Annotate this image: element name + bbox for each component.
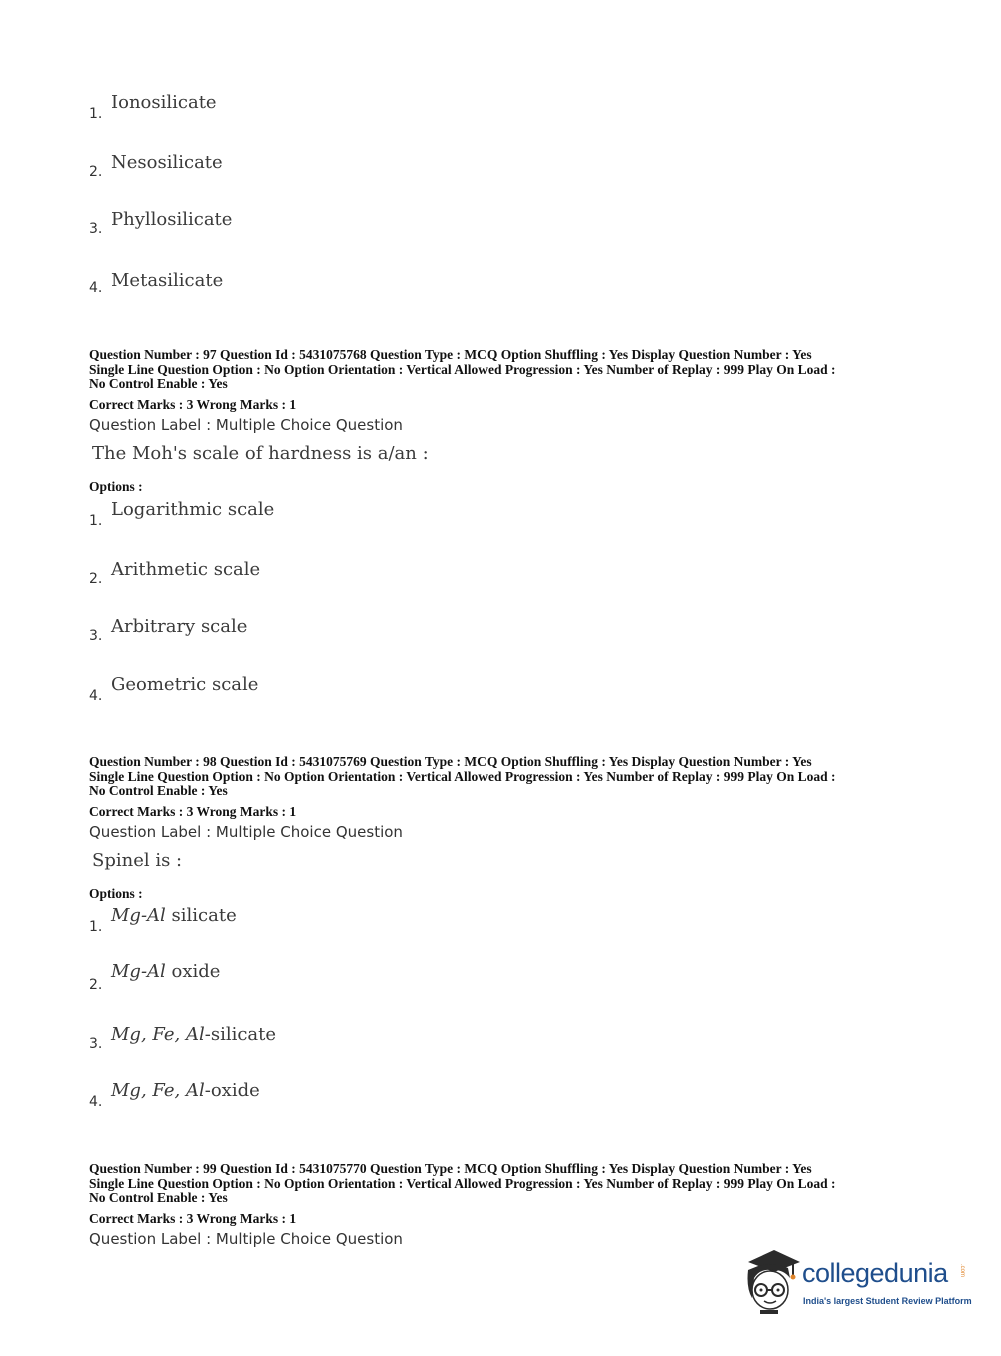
question-meta: Question Number : 98 Question Id : 5431075769 Question Type : MCQ Option Shuffling : Yes Display Question Number : Yes Single Line Question Option : No Option Orientation : Vertical Allowed Progression : Yes Number of Replay : 999 Play On Load : No Control Enable : Yes: [89, 754, 836, 798]
question-meta: Question Number : 97 Question Id : 5431075768 Question Type : MCQ Option Shuffling : Yes Display Question Number : Yes Single Line Question Option : No Option Orientation : Vertical Allowed Progression : Yes Number of Replay : 999 Play On Load : No Control Enable : Yes: [89, 347, 836, 391]
option-number: 3.: [89, 1036, 103, 1052]
option-number: 1.: [89, 106, 103, 122]
option-number: 4.: [89, 280, 103, 296]
option-text: Mg, Fe, Al-silicate: [111, 1024, 277, 1045]
options-label: Options :: [89, 886, 143, 901]
marks-line: Correct Marks : 3 Wrong Marks : 1: [89, 1211, 297, 1226]
option-text: Geometric scale: [111, 674, 259, 695]
option-text: Nesosilicate: [111, 152, 223, 173]
option-text: Metasilicate: [111, 270, 224, 291]
question-label: Question Label : Multiple Choice Question: [89, 823, 403, 841]
option-text: Phyllosilicate: [111, 209, 233, 230]
option-number: 3.: [89, 221, 103, 237]
option-text: Mg-Al oxide: [111, 961, 221, 982]
option-text: Logarithmic scale: [111, 499, 275, 520]
brand-tagline: India's largest Student Review Platform: [803, 1296, 972, 1306]
option-text: Mg-Al silicate: [111, 905, 237, 926]
option-text: Arithmetic scale: [111, 559, 261, 580]
question-meta: Question Number : 99 Question Id : 5431075770 Question Type : MCQ Option Shuffling : Yes Display Question Number : Yes Single Line Question Option : No Option Orientation : Vertical Allowed Progression : Yes Number of Replay : 999 Play On Load : No Control Enable : Yes: [89, 1161, 836, 1205]
question-label: Question Label : Multiple Choice Question: [89, 1230, 403, 1248]
marks-line: Correct Marks : 3 Wrong Marks : 1: [89, 397, 297, 412]
question-text: The Moh's scale of hardness is a/an :: [92, 443, 429, 464]
option-number: 4.: [89, 1094, 103, 1110]
brand-domain: .com: [959, 1264, 965, 1278]
option-text: Ionosilicate: [111, 92, 217, 113]
question-label: Question Label : Multiple Choice Question: [89, 416, 403, 434]
option-text: Mg, Fe, Al-oxide: [111, 1080, 260, 1101]
marks-line: Correct Marks : 3 Wrong Marks : 1: [89, 804, 297, 819]
brand-name: collegedunia: [802, 1258, 948, 1288]
option-number: 3.: [89, 628, 103, 644]
option-number: 4.: [89, 688, 103, 704]
option-number: 2.: [89, 164, 103, 180]
collegedunia-logo[interactable]: [740, 1248, 970, 1318]
question-text: Spinel is :: [92, 850, 183, 871]
options-label: Options :: [89, 479, 143, 494]
option-number: 2.: [89, 977, 103, 993]
option-number: 1.: [89, 919, 103, 935]
mascot-icon: [740, 1248, 802, 1316]
option-number: 1.: [89, 513, 103, 529]
option-number: 2.: [89, 571, 103, 587]
option-text: Arbitrary scale: [111, 616, 248, 637]
